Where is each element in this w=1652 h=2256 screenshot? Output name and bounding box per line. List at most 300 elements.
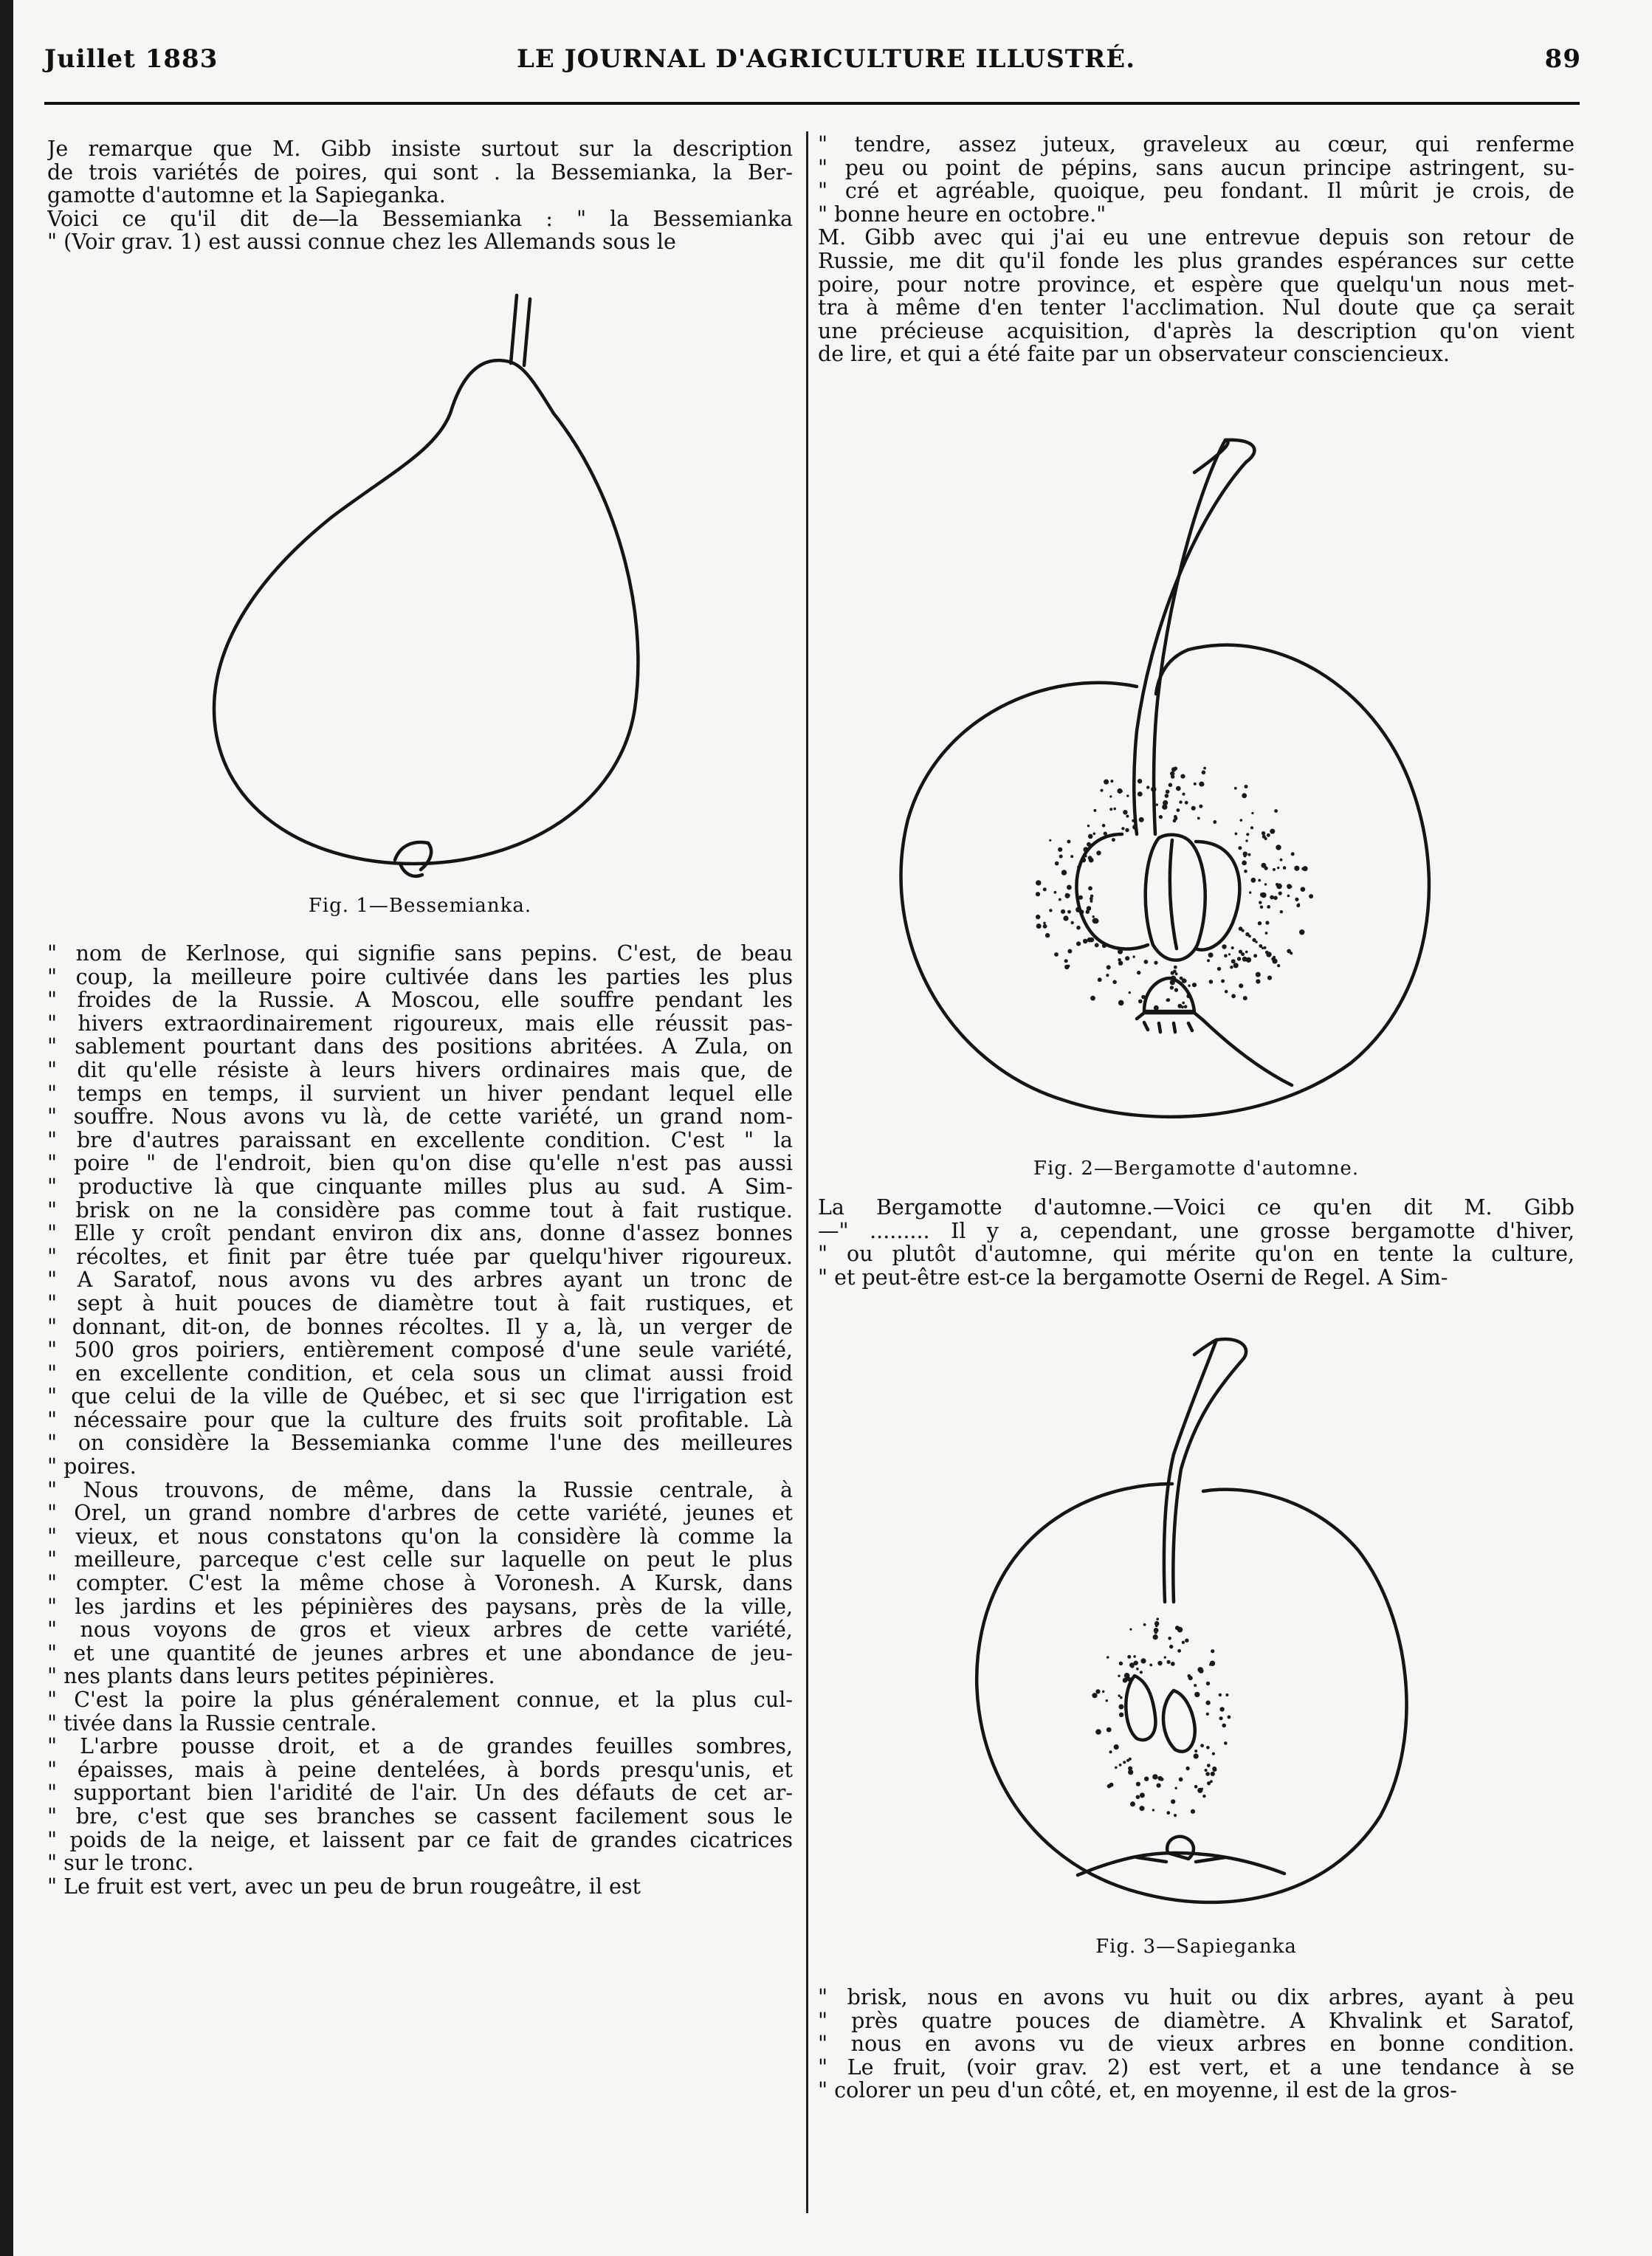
stipple-dot — [1067, 885, 1072, 890]
stipple-dot — [1100, 789, 1103, 792]
stipple-dot — [1138, 779, 1142, 783]
stipple-dot — [1036, 892, 1040, 896]
stipple-dot — [1180, 977, 1183, 980]
stipple-dot — [1174, 966, 1177, 969]
stipple-dot — [1169, 783, 1173, 788]
text-line: " bre d'autres paraissant en excellente condition. C'est " la — [47, 1128, 793, 1152]
left-column-intro — [47, 137, 793, 254]
stipple-dot — [1180, 774, 1185, 779]
fig3-caption: Fig. 3—Sapieganka — [1095, 1936, 1297, 1958]
left-column-body — [47, 942, 793, 1898]
stipple-dot — [1086, 910, 1090, 914]
stipple-dot — [1064, 965, 1069, 969]
stipple-dot — [1177, 808, 1180, 812]
text-line: " que celui de la ville de Québec, et si sec que l'irrigation est — [47, 1385, 793, 1409]
header-date: Juillet 1883 — [44, 44, 218, 74]
text-line: " on considère la Bessemianka comme l'une des meilleures — [47, 1431, 793, 1456]
stipple-dot — [1126, 794, 1129, 797]
stipple-dot — [1126, 815, 1129, 818]
stipple-dot — [1107, 1727, 1112, 1733]
stipple-dot — [1123, 1678, 1128, 1683]
text-line: " les jardins et les pépinières des paysans, près de la ville, — [47, 1595, 793, 1619]
stipple-dot — [1182, 1002, 1185, 1005]
text-line: " coup, la meilleure poire cultivée dans les parties les plus — [47, 965, 793, 989]
stipple-dot — [1210, 1661, 1215, 1666]
stipple-dot — [1188, 1676, 1193, 1680]
text-line: poire, pour notre province, et espère que quelqu'un nous met- — [818, 272, 1574, 297]
stipple-dot — [1274, 809, 1278, 813]
stipple-dot — [1090, 996, 1095, 1001]
stipple-dot — [1194, 1692, 1200, 1697]
stipple-dot — [1114, 1744, 1119, 1750]
stipple-dot — [1277, 964, 1280, 967]
stipple-dot — [1174, 815, 1177, 819]
text-line: " Nous trouvons, de même, dans la Russie centrale, à — [47, 1478, 793, 1502]
stipple-dot — [1199, 782, 1204, 787]
text-line: " A Saratof, nous avons vu des arbres ayant un tronc de — [47, 1268, 793, 1292]
text-line: " Le fruit, (voir grav. 2) est vert, et a une tendance à se — [818, 2055, 1574, 2080]
stipple-dot — [1088, 886, 1092, 890]
stipple-dot — [1089, 858, 1094, 863]
stipple-dot — [1211, 1649, 1214, 1653]
stipple-dot — [1248, 935, 1251, 938]
stipple-dot — [1118, 1675, 1120, 1677]
stipple-dot — [1265, 921, 1269, 924]
stipple-dot — [1290, 952, 1293, 955]
stipple-dot — [1036, 915, 1040, 919]
text-line: " nom de Kerlnose, qui signifie sans pepins. C'est, de beau — [47, 942, 793, 966]
stipple-dot — [1043, 887, 1047, 891]
stipple-dot — [1246, 833, 1249, 836]
stipple-dot — [1156, 803, 1158, 805]
stipple-dot — [1179, 800, 1182, 803]
stipple-dot — [1132, 819, 1135, 822]
stipple-dot — [1092, 915, 1095, 918]
stipple-dot — [1153, 1634, 1158, 1640]
fig2-caption: Fig. 2—Bergamotte d'automne. — [1033, 1158, 1360, 1180]
text-line: M. Gibb avec qui j'ai eu une entrevue depuis son retour de — [818, 226, 1574, 250]
stipple-dot — [1112, 980, 1117, 985]
stipple-dot — [1107, 1784, 1112, 1789]
stipple-dot — [1036, 880, 1041, 885]
stipple-dot — [1225, 990, 1228, 994]
stipple-dot — [1143, 1623, 1146, 1626]
stipple-dot — [1205, 1769, 1208, 1772]
stipple-dot — [1138, 1000, 1143, 1004]
stipple-dot — [1067, 910, 1071, 914]
stipple-dot — [1202, 1795, 1205, 1798]
stipple-dot — [1107, 1656, 1109, 1659]
text-line: " bonne heure en octobre." — [818, 202, 1107, 227]
text-line: de trois variétés de poires, qui sont . la Bessemianka, la Ber- — [47, 160, 793, 185]
stipple-dot — [1267, 905, 1270, 909]
stipple-dot — [1167, 1660, 1171, 1664]
stipple-dot — [1168, 1637, 1171, 1640]
stipple-dot — [1174, 988, 1178, 991]
stipple-dot — [1129, 1629, 1132, 1631]
stipple-dot — [1177, 1004, 1182, 1008]
stipple-dot — [1299, 929, 1304, 935]
stipple-dot — [1118, 1705, 1123, 1710]
stipple-dot — [1191, 1809, 1195, 1814]
text-line: une précieuse acquisition, d'après la description qu'on vient — [818, 319, 1574, 343]
right-column-bottom — [818, 1986, 1574, 2102]
stipple-dot — [1113, 808, 1116, 811]
stipple-dot — [1125, 956, 1129, 960]
text-line: " épaisses, mais à peine dentelées, à bords presqu'unis, et — [47, 1758, 793, 1782]
stipple-dot — [1203, 767, 1206, 770]
right-column-top — [818, 133, 1574, 366]
stipple-dot — [1102, 1691, 1104, 1693]
stipple-dot — [1245, 839, 1247, 842]
stipple-dot — [1258, 879, 1261, 882]
fig3-sapieganka-cross-section-illustration — [960, 1336, 1417, 1927]
stipple-dot — [1287, 895, 1290, 898]
stipple-dot — [1157, 1784, 1161, 1788]
stipple-dot — [1251, 878, 1256, 883]
stipple-dot — [1201, 1788, 1203, 1790]
stipple-dot — [1273, 896, 1278, 901]
stipple-dot — [1061, 870, 1067, 875]
text-line: " poires. — [47, 1455, 137, 1479]
stipple-dot — [1170, 771, 1174, 776]
stipple-dot — [1117, 788, 1122, 794]
stipple-dot — [1133, 1655, 1136, 1658]
stipple-dot — [1235, 833, 1238, 836]
stipple-dot — [1242, 861, 1247, 866]
stipple-dot — [1262, 947, 1264, 949]
stipple-dot — [1194, 1684, 1197, 1687]
stipple-dot — [1166, 1811, 1170, 1815]
stipple-dot — [1208, 952, 1214, 957]
stipple-dot — [1107, 965, 1111, 969]
stipple-dot — [1087, 825, 1090, 827]
stipple-dot — [1170, 986, 1174, 989]
stipple-dot — [1206, 1746, 1210, 1750]
stipple-dot — [1063, 915, 1068, 921]
stipple-dot — [1061, 909, 1065, 914]
stipple-dot — [1206, 1682, 1210, 1685]
stipple-dot — [1276, 884, 1282, 890]
stipple-dot — [1219, 1716, 1223, 1720]
stipple-dot — [1156, 1617, 1159, 1620]
text-line: " donnant, dit-on, de bonnes récoltes. Il y a, là, un verger de — [47, 1315, 793, 1339]
stipple-dot — [1231, 959, 1236, 963]
stipple-dot — [1294, 866, 1299, 871]
stipple-dot — [1262, 831, 1265, 835]
stipple-dot — [1177, 1649, 1181, 1653]
stipple-dot — [1242, 957, 1247, 962]
stipple-dot — [1125, 828, 1129, 832]
stipple-dot — [1243, 852, 1247, 856]
stipple-dot — [1058, 847, 1062, 852]
stipple-dot — [1109, 808, 1112, 811]
stipple-dot — [1194, 1785, 1198, 1789]
stipple-dot — [1247, 853, 1250, 856]
stipple-dot — [1118, 1694, 1121, 1696]
stipple-dot — [1202, 771, 1206, 775]
fig1-bessemianka-pear-illustration — [170, 295, 701, 886]
stipple-dot — [1115, 1767, 1118, 1770]
stipple-dot — [1200, 1744, 1204, 1747]
stipple-dot — [1118, 1000, 1124, 1006]
stipple-dot — [1151, 787, 1156, 792]
text-line: " nous en avons vu de vieux arbres en bonne condition. — [818, 2032, 1574, 2056]
stipple-dot — [1133, 769, 1135, 771]
text-line: de lire, et qui a été faite par un observateur consciencieux. — [818, 343, 1450, 366]
stipple-dot — [1224, 1741, 1228, 1745]
text-line: " froides de la Russie. A Moscou, elle souffre pendant les — [47, 988, 793, 1012]
stipple-dot — [1132, 825, 1138, 830]
stipple-dot — [1298, 903, 1300, 905]
stipple-dot — [1237, 957, 1241, 960]
stipple-dot — [1224, 954, 1228, 957]
stipple-dot — [1140, 1658, 1146, 1663]
stipple-dot — [1124, 1673, 1130, 1679]
stipple-dot — [1270, 829, 1275, 834]
text-line: " poids de la neige, et laissent par ce fait de grandes cicatrices — [47, 1828, 793, 1852]
stipple-dot — [1098, 977, 1102, 982]
stipple-dot — [1140, 1806, 1145, 1811]
stipple-dot — [1245, 785, 1248, 788]
text-line: " en excellente condition, et cela sous un climat aussi froid — [47, 1361, 793, 1386]
stipple-dot — [1109, 1750, 1112, 1753]
stipple-dot — [1238, 846, 1242, 850]
stipple-dot — [1207, 1764, 1211, 1767]
text-line: " sablement pourtant dans des positions abritées. A Zula, on — [47, 1035, 793, 1059]
stipple-dot — [1212, 1753, 1215, 1755]
text-line: " Elle y croît pendant environ dix ans, donne d'assez bonnes — [47, 1222, 793, 1245]
stipple-dot — [1129, 991, 1131, 994]
stipple-dot — [1205, 1700, 1210, 1705]
text-line: Russie, me dit qu'il fonde les plus grandes espérances sur cette — [818, 249, 1574, 273]
stipple-dot — [1256, 979, 1260, 983]
stipple-dot — [1154, 1628, 1159, 1633]
text-line: " Orel, un grand nombre d'arbres de cette variété, jeunes et — [47, 1502, 793, 1525]
stipple-dot — [1059, 898, 1061, 901]
stipple-dot — [1176, 786, 1181, 791]
stipple-dot — [1067, 840, 1070, 844]
stipple-dot — [1043, 922, 1046, 925]
text-line: La Bergamotte d'automne.—Voici ce qu'en dit M. Gibb — [818, 1196, 1574, 1220]
text-line: " compter. C'est la même chose à Voronesh. A Kursk, dans — [47, 1572, 793, 1595]
stipple-dot — [1118, 958, 1121, 962]
text-line: " souffre. Nous avons vu là, de cette variété, un grand nom- — [47, 1105, 793, 1129]
stipple-dot — [1133, 955, 1135, 957]
stipple-dot — [1301, 867, 1304, 870]
stipple-dot — [1054, 952, 1059, 957]
stipple-dot — [1222, 944, 1226, 949]
stipple-dot — [1165, 794, 1169, 798]
stipple-dot — [1183, 980, 1187, 983]
text-line: " dit qu'elle résiste à leurs hivers ordinaires mais que, de — [47, 1058, 793, 1082]
stipple-dot — [1205, 1772, 1210, 1776]
text-line: gamotte d'automne et la Sapieganka. — [47, 184, 446, 207]
stipple-dot — [1104, 780, 1109, 785]
header-page-number: 89 — [1544, 44, 1581, 74]
text-line: tra à même d'en tenter l'acclimation. Nul doute que ça serait — [818, 296, 1574, 320]
stipple-dot — [1157, 1776, 1162, 1781]
text-line: " et peut-être est-ce la bergamotte Oserni de Regel. A Sim- — [818, 1265, 1448, 1290]
stipple-dot — [1136, 1795, 1140, 1800]
stipple-dot — [1242, 793, 1247, 798]
stipple-dot — [1123, 810, 1127, 814]
stipple-dot — [1093, 809, 1096, 812]
stipple-dot — [1270, 895, 1274, 900]
stipple-dot — [1138, 791, 1143, 797]
stipple-dot — [1146, 785, 1149, 788]
stipple-dot — [1140, 1671, 1143, 1674]
stipple-dot — [1174, 1814, 1177, 1817]
stipple-dot — [1173, 819, 1177, 822]
text-line: " C'est la poire la plus généralement connue, et la plus cul- — [47, 1688, 793, 1712]
stipple-dot — [1067, 949, 1072, 954]
text-line: " bre, c'est que ses branches se cassent facilement sous le — [47, 1804, 793, 1829]
stipple-dot — [1112, 838, 1115, 842]
stipple-dot — [1206, 1713, 1209, 1716]
stipple-dot — [1110, 780, 1113, 783]
stipple-dot — [1127, 1655, 1131, 1659]
text-line: —" ......... Il y a, cependant, une grosse bergamotte d'hiver, — [818, 1219, 1574, 1243]
stipple-dot — [1258, 921, 1262, 925]
stipple-dot — [1273, 868, 1276, 871]
stipple-dot — [1230, 966, 1233, 969]
stipple-dot — [1054, 891, 1057, 894]
text-line: " tendre, assez juteux, graveleux au cœur, qui renferme — [818, 133, 1574, 157]
text-line: " hivers extraordinairement rigoureux, mais elle réussit pas- — [47, 1011, 793, 1036]
stipple-dot — [1185, 1767, 1189, 1770]
stipple-dot — [1076, 926, 1081, 930]
text-line: " nous voyons de gros et vieux arbres de cette variété, — [47, 1618, 793, 1642]
stipple-dot — [1261, 863, 1266, 868]
stipple-dot — [1219, 1693, 1222, 1696]
stipple-dot — [1184, 1005, 1188, 1008]
stipple-dot — [1109, 795, 1112, 797]
stipple-dot — [1106, 974, 1109, 977]
stipple-dot — [1217, 967, 1221, 971]
stipple-dot — [1144, 960, 1149, 964]
stipple-dot — [1301, 887, 1306, 892]
stipple-dot — [1179, 1778, 1183, 1782]
stipple-dot — [1264, 837, 1267, 840]
stipple-dot — [1076, 941, 1081, 946]
stipple-dot — [1049, 839, 1051, 842]
stipple-dot — [1280, 910, 1283, 913]
text-line: " colorer un peu d'un côté, et, en moyenne, il est de la gros- — [818, 2079, 1457, 2102]
column-rule — [806, 131, 808, 2213]
stipple-dot — [1253, 954, 1257, 957]
text-line: " meilleure, parceque c'est celle sur laquelle on peut le plus — [47, 1548, 793, 1572]
stipple-dot — [1059, 855, 1063, 859]
stipple-dot — [1194, 1753, 1199, 1758]
text-line: " sept à huit pouces de diamètre tout à fait rustiques, et — [47, 1291, 793, 1316]
stipple-dot — [1128, 1767, 1132, 1771]
text-line: " cré et agréable, quoique, peu fondant. Il mûrit je crois, de — [818, 179, 1574, 203]
stipple-dot — [1065, 893, 1070, 898]
stipple-dot — [1213, 820, 1216, 824]
stipple-dot — [1241, 952, 1245, 956]
stipple-dot — [1171, 767, 1176, 771]
stipple-dot — [1119, 1713, 1123, 1717]
stipple-dot — [1267, 833, 1270, 837]
stipple-dot — [1233, 963, 1239, 968]
text-line: Je remarque que M. Gibb insiste surtout sur la description — [47, 137, 793, 161]
stipple-dot — [1210, 1780, 1213, 1783]
text-line: " ou plutôt d'automne, qui mérite qu'on en tente la culture, — [818, 1242, 1574, 1266]
text-line: " 500 gros poiriers, entièrement composé d'une seule variété, — [47, 1338, 793, 1362]
stipple-dot — [1283, 866, 1287, 870]
text-line: " et une quantité de jeunes arbres et une abondance de jeu- — [47, 1641, 793, 1665]
stipple-dot — [1171, 1799, 1175, 1803]
stipple-dot — [1177, 1627, 1183, 1633]
text-line: " (Voir grav. 1) est aussi connue chez les Allemands sous le — [47, 230, 676, 254]
stipple-dot — [1207, 959, 1210, 962]
stipple-dot — [1095, 1689, 1100, 1693]
stipple-dot — [1171, 971, 1174, 974]
stipple-dot — [1152, 1809, 1154, 1811]
stipple-dot — [1166, 999, 1169, 1002]
stipple-dot — [1185, 801, 1188, 805]
text-line: " Le fruit est vert, avec un peu de brun rougeâtre, il est — [47, 1874, 641, 1899]
text-line: " L'arbre pousse droit, et a de grandes feuilles sombres, — [47, 1735, 793, 1758]
stipple-dot — [1231, 994, 1236, 998]
stipple-dot — [1149, 1664, 1152, 1667]
stipple-dot — [1134, 1661, 1138, 1665]
stipple-dot — [1036, 924, 1042, 929]
stipple-dot — [1260, 906, 1263, 909]
stipple-dot — [1164, 1656, 1166, 1658]
stipple-dot — [1163, 800, 1168, 805]
text-line: " peu ou point de pépins, sans aucun principe astringent, su- — [818, 156, 1574, 180]
stipple-dot — [1239, 983, 1243, 988]
stipple-dot — [1194, 1750, 1197, 1753]
stipple-dot — [1144, 1777, 1149, 1781]
stipple-dot — [1234, 787, 1237, 790]
stipple-dot — [1185, 1639, 1188, 1643]
stipple-dot — [1291, 852, 1295, 856]
stipple-dot — [1212, 1767, 1216, 1771]
stipple-dot — [1092, 1693, 1097, 1698]
stipple-dot — [1106, 1699, 1108, 1702]
text-line: " vieux, et nous constatons qu'on la considère là comme la — [47, 1524, 793, 1549]
stipple-dot — [1175, 972, 1178, 975]
stipple-dot — [1133, 782, 1136, 785]
text-line: " productive là que cinquante milles plus au sud. A Sim- — [47, 1175, 793, 1199]
stipple-dot — [1191, 806, 1196, 811]
stipple-dot — [1182, 1641, 1185, 1644]
stipple-dot — [1243, 996, 1247, 1000]
text-line: " près quatre pouces de diamètre. A Khvalink et Saratof, — [818, 2009, 1574, 2033]
stipple-dot — [1140, 1792, 1145, 1798]
stipple-dot — [1251, 812, 1253, 814]
stipple-dot — [1197, 817, 1200, 820]
stipple-dot — [1152, 1774, 1157, 1779]
stipple-dot — [1137, 971, 1140, 974]
stipple-dot — [1045, 933, 1050, 938]
stipple-dot — [1095, 943, 1099, 947]
stipple-dot — [1261, 893, 1266, 898]
fig2-bergamotte-cross-section-illustration — [878, 436, 1454, 1144]
stipple-dot — [1219, 1707, 1224, 1711]
stipple-dot — [1154, 961, 1157, 965]
stipple-dot — [1265, 932, 1268, 935]
stipple-dot — [1119, 1662, 1123, 1665]
fig1-caption: Fig. 1—Bessemianka. — [308, 895, 532, 917]
stipple-dot — [1083, 939, 1088, 944]
stipple-dot — [1295, 898, 1298, 901]
stipple-dot — [1267, 976, 1272, 980]
stipple-dot — [1272, 958, 1277, 963]
